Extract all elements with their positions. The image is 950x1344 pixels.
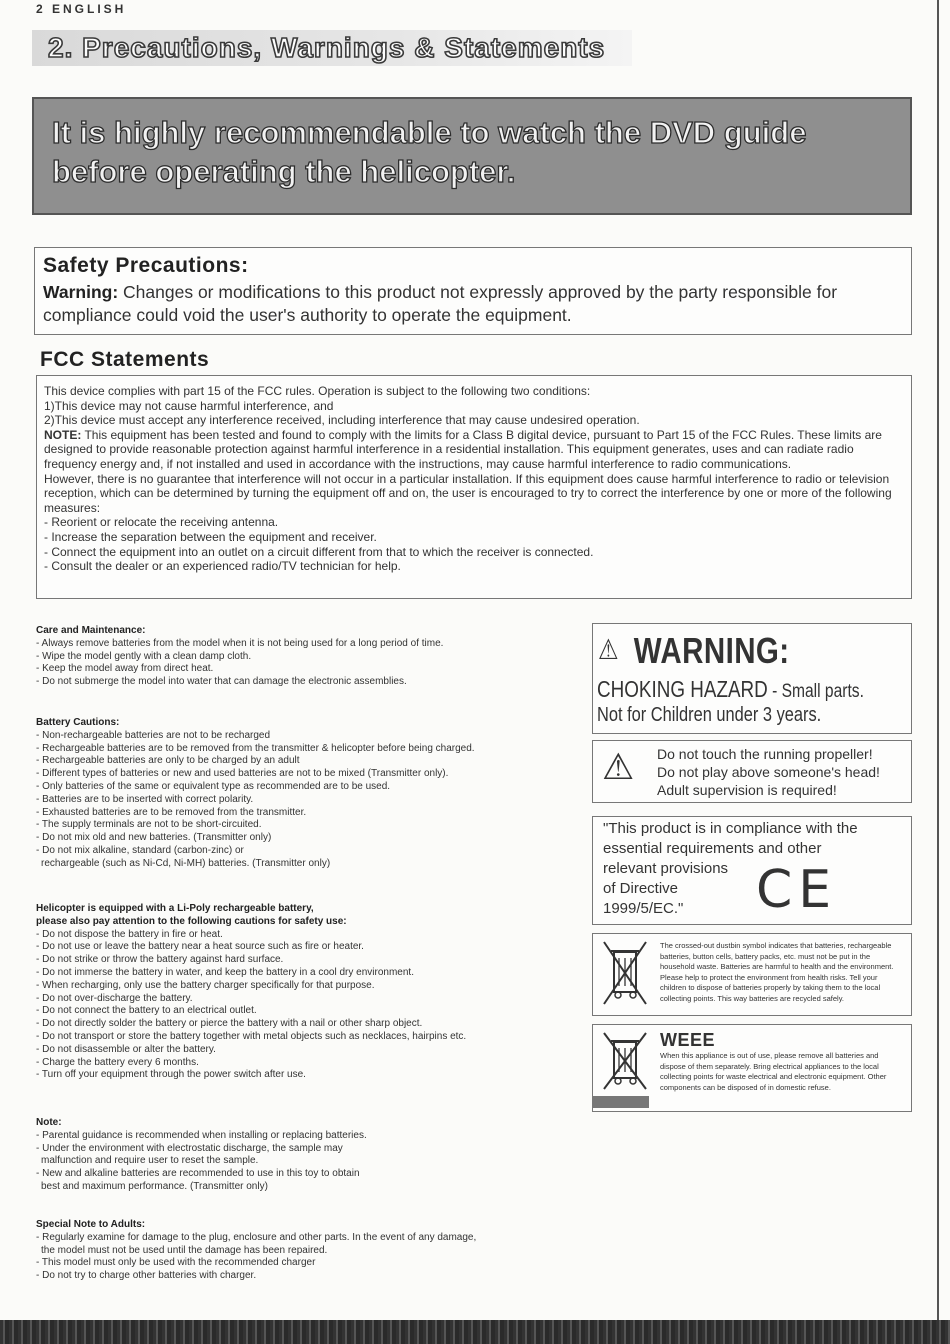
lipo-item: - Do not use or leave the battery near a heat source such as fire or heater. xyxy=(36,941,364,953)
fcc-measure: - Connect the equipment into an outlet on a circuit different from that to which the receiver is connected. xyxy=(44,544,594,559)
lipo-item: - Do not disassemble or alter the battery. xyxy=(36,1043,216,1055)
lipo-item: - Do not transport or store the battery together with metal objects such as necklaces, hairpins etc. xyxy=(36,1030,467,1042)
battery-item: - Different types of batteries or new and used batteries are not to be mixed (Transmitter only). xyxy=(36,768,449,780)
lipo-item: - Do not immerse the battery in water, and keep the battery in a cool dry environment. xyxy=(36,966,414,978)
warning-heading-text: WARNING: xyxy=(633,630,790,671)
propeller-line: Do not touch the running propeller! xyxy=(657,746,873,762)
battery-item: - Rechargeable batteries are only to be charged by an adult xyxy=(36,755,300,767)
fcc-text xyxy=(44,384,904,574)
weee-title: WEEE xyxy=(660,1030,716,1050)
care-item: - Keep the model away from direct heat. xyxy=(36,663,214,675)
safety-warning-text xyxy=(43,281,893,327)
care-item: - Always remove batteries from the model when it is not being used for a long period of time. xyxy=(36,637,444,649)
adults-item: - Do not try to charge other batteries with charger. xyxy=(36,1270,257,1282)
fcc-note-text: This equipment has been tested and found to comply with the limits for a Class B digital device, pursuant to Part 15 of the FCC Rules. These limits are designed to provide reasonable protection against harmful interference in a residential installation. This equipment generates, uses and can radiate radio frequency energy and, if not installed and used in accordance with the instructions, may cause harmful interference to radio communications. xyxy=(44,427,882,471)
lipo-item: - Turn off your equipment through the power switch after use. xyxy=(36,1069,306,1081)
battery-disposal-text: The crossed-out dustbin symbol indicates that batteries, rechargeable batteries, button cells, battery packs, etc. must not be put in the household waste. Batteries are harmful to health and the environment. Please help to protect the environment from health risks. Tell your children to dispose of batteries properly by taking them to the local collecting points. This way batteries are recycled safely. xyxy=(660,941,894,1003)
fcc-however: However, there is no guarantee that interference will not occur in a particular installation. If this equipment does cause harmful interference to radio or television reception, which can be determined by turning the equipment off and on, the user is encouraged to try to correct the interference by one or more of the following measures: xyxy=(44,471,892,515)
note-section xyxy=(36,1117,581,1194)
fcc-note xyxy=(44,428,904,472)
section-title: 2. Precautions, Warnings & Statements xyxy=(48,32,606,63)
fcc-title: FCC Statements xyxy=(40,348,210,371)
note-item: malfunction and require user to reset the sample. xyxy=(41,1155,259,1167)
battery-section xyxy=(36,717,581,871)
weee-bin-icon xyxy=(600,1030,650,1092)
fcc-line: 2)This device must accept any interference received, including interference that may cause undesired operation. xyxy=(44,413,640,428)
bottom-scan-strip xyxy=(0,1320,950,1344)
safety-warning-label: Warning: xyxy=(43,282,119,302)
lipo-item: - Do not directly solder the battery or pierce the battery with a nail or other sharp object. xyxy=(36,1018,423,1030)
battery-item: - Non-rechargeable batteries are not to be recharged xyxy=(36,729,271,741)
care-title: Care and Maintenance: xyxy=(36,625,146,636)
adults-item: - This model must only be used with the recommended charger xyxy=(36,1257,316,1269)
battery-item: - Exhausted batteries are to be removed from the transmitter. xyxy=(36,806,307,818)
lipo-title: Helicopter is equipped with a Li-Poly rechargeable battery, xyxy=(36,903,314,914)
battery-item: - The supply terminals are not to be short-circuited. xyxy=(36,819,262,831)
warning-triangle-icon: ⚠ xyxy=(598,634,619,665)
lipo-section xyxy=(36,903,581,1082)
battery-item: - Only batteries of the same or equivalent type as recommended are to be used. xyxy=(36,780,391,792)
care-section xyxy=(36,625,581,689)
lipo-item: - When recharging, only use the battery charger specifically for that purpose. xyxy=(36,979,375,991)
fcc-note-label: NOTE: xyxy=(44,427,82,442)
ce-compliance-text xyxy=(603,819,893,919)
lipo-item: - Do not dispose the battery in fire or heat. xyxy=(36,928,223,940)
lipo-item: - Do not over-discharge the battery. xyxy=(36,992,193,1004)
adults-item: the model must not be used until the damage has been repaired. xyxy=(41,1244,328,1256)
age-warning: Not for Children under 3 years. xyxy=(597,704,822,726)
weee-bar xyxy=(592,1096,649,1108)
ce-line: 1999/5/EC." xyxy=(603,900,684,917)
propeller-warning-text xyxy=(657,745,880,799)
fcc-line: This device complies with part 15 of the FCC rules. Operation is subject to the following two conditions: xyxy=(44,384,591,398)
battery-item: - Batteries are to be inserted with correct polarity. xyxy=(36,793,254,805)
lipo-subtitle: please also pay attention to the following cautions for safety use: xyxy=(36,915,347,927)
propeller-line: Do not play above someone's head! xyxy=(657,764,880,780)
ce-line: of Directive xyxy=(603,880,679,897)
warning-triangle-icon: ⚠ xyxy=(602,746,635,787)
dvd-notice-line1: It is highly recommendable to watch the DVD guide xyxy=(52,115,807,150)
care-item: - Wipe the model gently with a clean damp cloth. xyxy=(36,650,252,662)
lipo-item: - Charge the battery every 6 months. xyxy=(36,1056,199,1068)
ce-line: essential requirements and other xyxy=(603,840,822,857)
fcc-measure: - Increase the separation between the equipment and receiver. xyxy=(44,529,377,544)
note-item: - Parental guidance is recommended when installing or replacing batteries. xyxy=(36,1129,367,1141)
battery-title: Battery Cautions: xyxy=(36,717,120,728)
note-item: - Under the environment with electrostatic discharge, the sample may xyxy=(36,1142,343,1154)
ce-line: relevant provisions xyxy=(603,860,729,877)
safety-title: Safety Precautions: xyxy=(43,254,249,277)
ce-mark-icon: CE xyxy=(756,860,838,920)
note-item: - New and alkaline batteries are recommended to use in this toy to obtain xyxy=(36,1168,360,1180)
choking-hazard-small: - Small parts. xyxy=(767,681,864,702)
fcc-line: 1)This device may not cause harmful interference, and xyxy=(44,398,334,413)
warning-heading xyxy=(598,630,790,672)
note-title: Note: xyxy=(36,1117,62,1128)
choking-hazard-main: CHOKING HAZARD xyxy=(597,676,768,702)
page-label: 2 ENGLISH xyxy=(36,2,127,16)
lipo-item: - Do not strike or throw the battery against hard surface. xyxy=(36,954,284,966)
battery-item: - Do not mix alkaline, standard (carbon-zinc) or xyxy=(36,844,244,856)
adults-item: - Regularly examine for damage to the plug, enclosure and other parts. In the event of any damage, xyxy=(36,1231,477,1243)
note-item: best and maximum performance. (Transmitter only) xyxy=(41,1180,268,1192)
dvd-notice-line2: before operating the helicopter. xyxy=(52,154,516,189)
care-item: - Do not submerge the model into water that can damage the electronic assemblies. xyxy=(36,676,407,688)
ce-line: "This product is in compliance with the xyxy=(603,820,858,837)
lipo-item: - Do not connect the battery to an electrical outlet. xyxy=(36,1005,257,1017)
propeller-line: Adult supervision is required! xyxy=(657,782,837,798)
battery-item: - Rechargeable batteries are to be removed from the transmitter & helicopter before being charged. xyxy=(36,742,475,754)
battery-item: rechargeable (such as Ni-Cd, Ni-MH) batteries. (Transmitter only) xyxy=(41,857,331,869)
weee-text: When this appliance is out of use, please remove all batteries and dispose of them separately. Bring electrical appliances to the local collecting points for waste electrical and electronic equipment. Other components can be disposed of in domestic refuse. xyxy=(660,1051,887,1092)
dvd-notice-text xyxy=(52,113,902,191)
battery-item: - Do not mix old and new batteries. (Transmitter only) xyxy=(36,832,272,844)
adults-section xyxy=(36,1219,581,1283)
page-edge-line xyxy=(937,0,939,1320)
adults-title: Special Note to Adults: xyxy=(36,1219,146,1230)
choking-hazard-line xyxy=(597,676,864,703)
safety-warning-body: Changes or modifications to this product not expressly approved by the party responsible for compliance could void the user's authority to operate the equipment. xyxy=(43,282,838,325)
fcc-measure: - Consult the dealer or an experienced radio/TV technician for help. xyxy=(44,559,401,574)
fcc-measure: - Reorient or relocate the receiving antenna. xyxy=(44,515,279,530)
crossed-out-bin-icon xyxy=(600,938,650,1008)
